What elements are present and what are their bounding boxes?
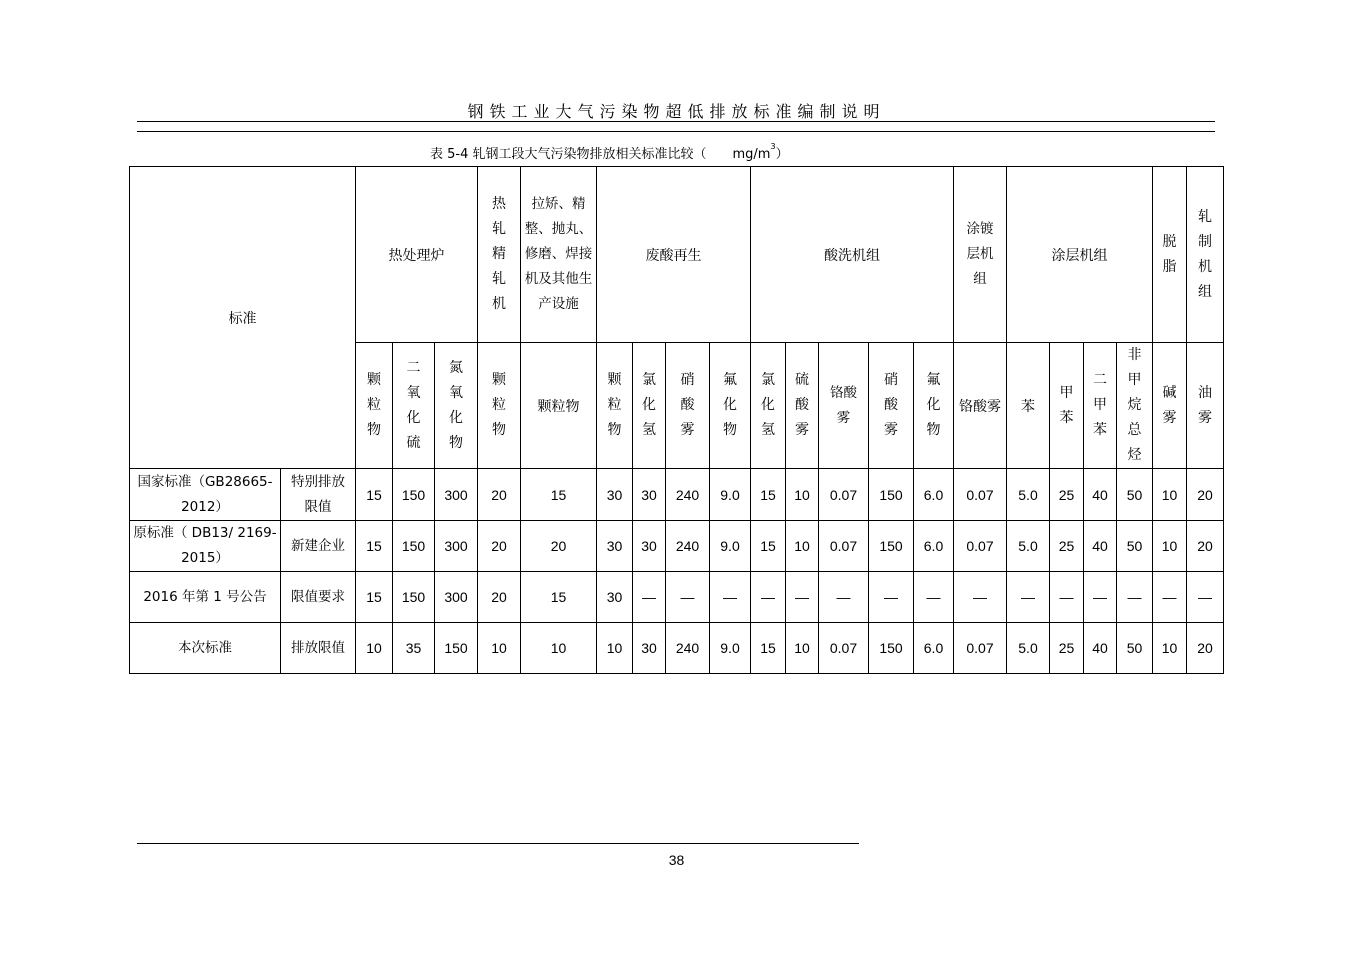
value-cell: 50	[1117, 521, 1153, 572]
table-caption-text: 表 5-4 轧钢工段大气污染物排放相关标准比较（	[430, 147, 707, 162]
pollutant-header: 氟化物	[914, 343, 954, 469]
value-cell: 20	[1187, 469, 1224, 521]
value-cell: 15	[356, 572, 393, 623]
footer-rule	[137, 843, 859, 844]
table-caption	[430, 142, 789, 162]
pollutant-header: 颗粒物	[597, 343, 633, 469]
table-row	[130, 623, 1224, 674]
header-rule	[137, 131, 1215, 132]
pollutant-header: 甲苯	[1050, 343, 1084, 469]
value-cell: —	[786, 572, 819, 623]
value-cell: 20	[478, 469, 521, 521]
value-cell: 0.07	[819, 469, 869, 521]
value-cell: 30	[597, 521, 633, 572]
value-cell: —	[954, 572, 1007, 623]
value-cell: 300	[435, 469, 478, 521]
value-cell: 30	[597, 572, 633, 623]
value-cell: —	[1153, 572, 1187, 623]
pollutant-header: 颗粒物	[356, 343, 393, 469]
pollutant-header: 苯	[1007, 343, 1050, 469]
value-cell: 30	[633, 469, 666, 521]
value-cell: —	[819, 572, 869, 623]
table-group-header-row	[130, 167, 1224, 343]
value-cell: 10	[1153, 521, 1187, 572]
group-header: 热处理炉	[356, 167, 478, 343]
value-cell: 240	[666, 521, 710, 572]
pollutant-header: 铬酸雾	[819, 343, 869, 469]
value-cell: 300	[435, 521, 478, 572]
header-rule	[137, 121, 1215, 122]
category-cell: 新建企业	[281, 521, 356, 572]
standard-name-cell: 原标准（ DB13/ 2169-2015）	[130, 521, 281, 572]
pollutant-header: 非甲烷总烃	[1117, 343, 1153, 469]
value-cell: 25	[1050, 521, 1084, 572]
value-cell: 5.0	[1007, 469, 1050, 521]
standard-name-cell: 2016 年第 1 号公告	[130, 572, 281, 623]
value-cell: 150	[393, 572, 435, 623]
value-cell: 20	[521, 521, 597, 572]
page-number: 38	[668, 852, 685, 868]
group-header: 脱脂	[1153, 167, 1187, 343]
pollutant-header: 氯化氢	[751, 343, 786, 469]
value-cell: —	[751, 572, 786, 623]
table-row	[130, 469, 1224, 521]
value-cell: 10	[786, 469, 819, 521]
header-standard: 标准	[130, 167, 356, 469]
value-cell: 150	[393, 469, 435, 521]
value-cell: 0.07	[819, 623, 869, 674]
value-cell: 10	[356, 623, 393, 674]
pollutant-header: 铬酸雾	[954, 343, 1007, 469]
value-cell: 15	[356, 469, 393, 521]
value-cell: 150	[869, 521, 914, 572]
value-cell: 40	[1084, 623, 1117, 674]
value-cell: 6.0	[914, 469, 954, 521]
value-cell: 40	[1084, 469, 1117, 521]
value-cell: —	[710, 572, 751, 623]
value-cell: 5.0	[1007, 623, 1050, 674]
value-cell: 10	[521, 623, 597, 674]
value-cell: 10	[1153, 623, 1187, 674]
pollutant-header: 颗粒物	[478, 343, 521, 469]
document-header-title: 钢铁工业大气污染物超低排放标准编制说明	[467, 102, 886, 121]
value-cell: 15	[521, 469, 597, 521]
value-cell: 240	[666, 469, 710, 521]
value-cell: 30	[597, 469, 633, 521]
value-cell: 35	[393, 623, 435, 674]
value-cell: 15	[751, 521, 786, 572]
value-cell: —	[633, 572, 666, 623]
value-cell: 10	[786, 521, 819, 572]
value-cell: 20	[478, 572, 521, 623]
group-header: 废酸再生	[597, 167, 751, 343]
value-cell: 0.07	[819, 521, 869, 572]
pollutant-header: 二甲苯	[1084, 343, 1117, 469]
category-cell: 特别排放限值	[281, 469, 356, 521]
value-cell: 25	[1050, 623, 1084, 674]
pollutant-header: 颗粒物	[521, 343, 597, 469]
emission-standards-table	[129, 166, 1224, 674]
value-cell: 0.07	[954, 521, 1007, 572]
value-cell: —	[869, 572, 914, 623]
value-cell: 6.0	[914, 521, 954, 572]
value-cell: 10	[597, 623, 633, 674]
group-header: 热轧精轧机	[478, 167, 521, 343]
value-cell: 150	[869, 623, 914, 674]
value-cell: —	[1084, 572, 1117, 623]
value-cell: 50	[1117, 469, 1153, 521]
value-cell: 6.0	[914, 623, 954, 674]
category-cell: 限值要求	[281, 572, 356, 623]
value-cell: 0.07	[954, 469, 1007, 521]
value-cell: —	[914, 572, 954, 623]
value-cell: 15	[751, 469, 786, 521]
pollutant-header: 二氧化硫	[393, 343, 435, 469]
standard-name-cell: 本次标准	[130, 623, 281, 674]
value-cell: 15	[521, 572, 597, 623]
group-header: 酸洗机组	[751, 167, 954, 343]
value-cell: 9.0	[710, 623, 751, 674]
value-cell: 30	[633, 623, 666, 674]
pollutant-header: 硝酸雾	[666, 343, 710, 469]
table-row	[130, 572, 1224, 623]
value-cell: 30	[633, 521, 666, 572]
pollutant-header: 油雾	[1187, 343, 1224, 469]
value-cell: 20	[1187, 623, 1224, 674]
pollutant-header: 氮氧化物	[435, 343, 478, 469]
value-cell: 150	[869, 469, 914, 521]
group-header: 轧制机组	[1187, 167, 1224, 343]
value-cell: 9.0	[710, 469, 751, 521]
value-cell: 240	[666, 623, 710, 674]
group-header: 涂层机组	[1007, 167, 1153, 343]
value-cell: 10	[478, 623, 521, 674]
value-cell: —	[1007, 572, 1050, 623]
value-cell: 300	[435, 572, 478, 623]
value-cell: 150	[435, 623, 478, 674]
value-cell: 150	[393, 521, 435, 572]
value-cell: 5.0	[1007, 521, 1050, 572]
value-cell: —	[1187, 572, 1224, 623]
category-cell: 排放限值	[281, 623, 356, 674]
value-cell: 20	[1187, 521, 1224, 572]
standard-name-cell: 国家标准（GB28665-2012）	[130, 469, 281, 521]
value-cell: 0.07	[954, 623, 1007, 674]
value-cell: 10	[786, 623, 819, 674]
group-header: 拉矫、精整、抛丸、修磨、焊接机及其他生产设施	[521, 167, 597, 343]
value-cell: 15	[751, 623, 786, 674]
value-cell: —	[666, 572, 710, 623]
value-cell: 10	[1153, 469, 1187, 521]
table-row	[130, 521, 1224, 572]
pollutant-header: 氯化氢	[633, 343, 666, 469]
value-cell: 40	[1084, 521, 1117, 572]
value-cell: 20	[478, 521, 521, 572]
value-cell: 15	[356, 521, 393, 572]
value-cell: —	[1117, 572, 1153, 623]
group-header: 涂镀层机组	[954, 167, 1007, 343]
value-cell: 25	[1050, 469, 1084, 521]
table-unit: $mg/m^3$）	[732, 142, 789, 162]
pollutant-header: 硫酸雾	[786, 343, 819, 469]
pollutant-header: 硝酸雾	[869, 343, 914, 469]
value-cell: 50	[1117, 623, 1153, 674]
pollutant-header: 氟化物	[710, 343, 751, 469]
pollutant-header: 碱雾	[1153, 343, 1187, 469]
value-cell: 9.0	[710, 521, 751, 572]
value-cell: —	[1050, 572, 1084, 623]
